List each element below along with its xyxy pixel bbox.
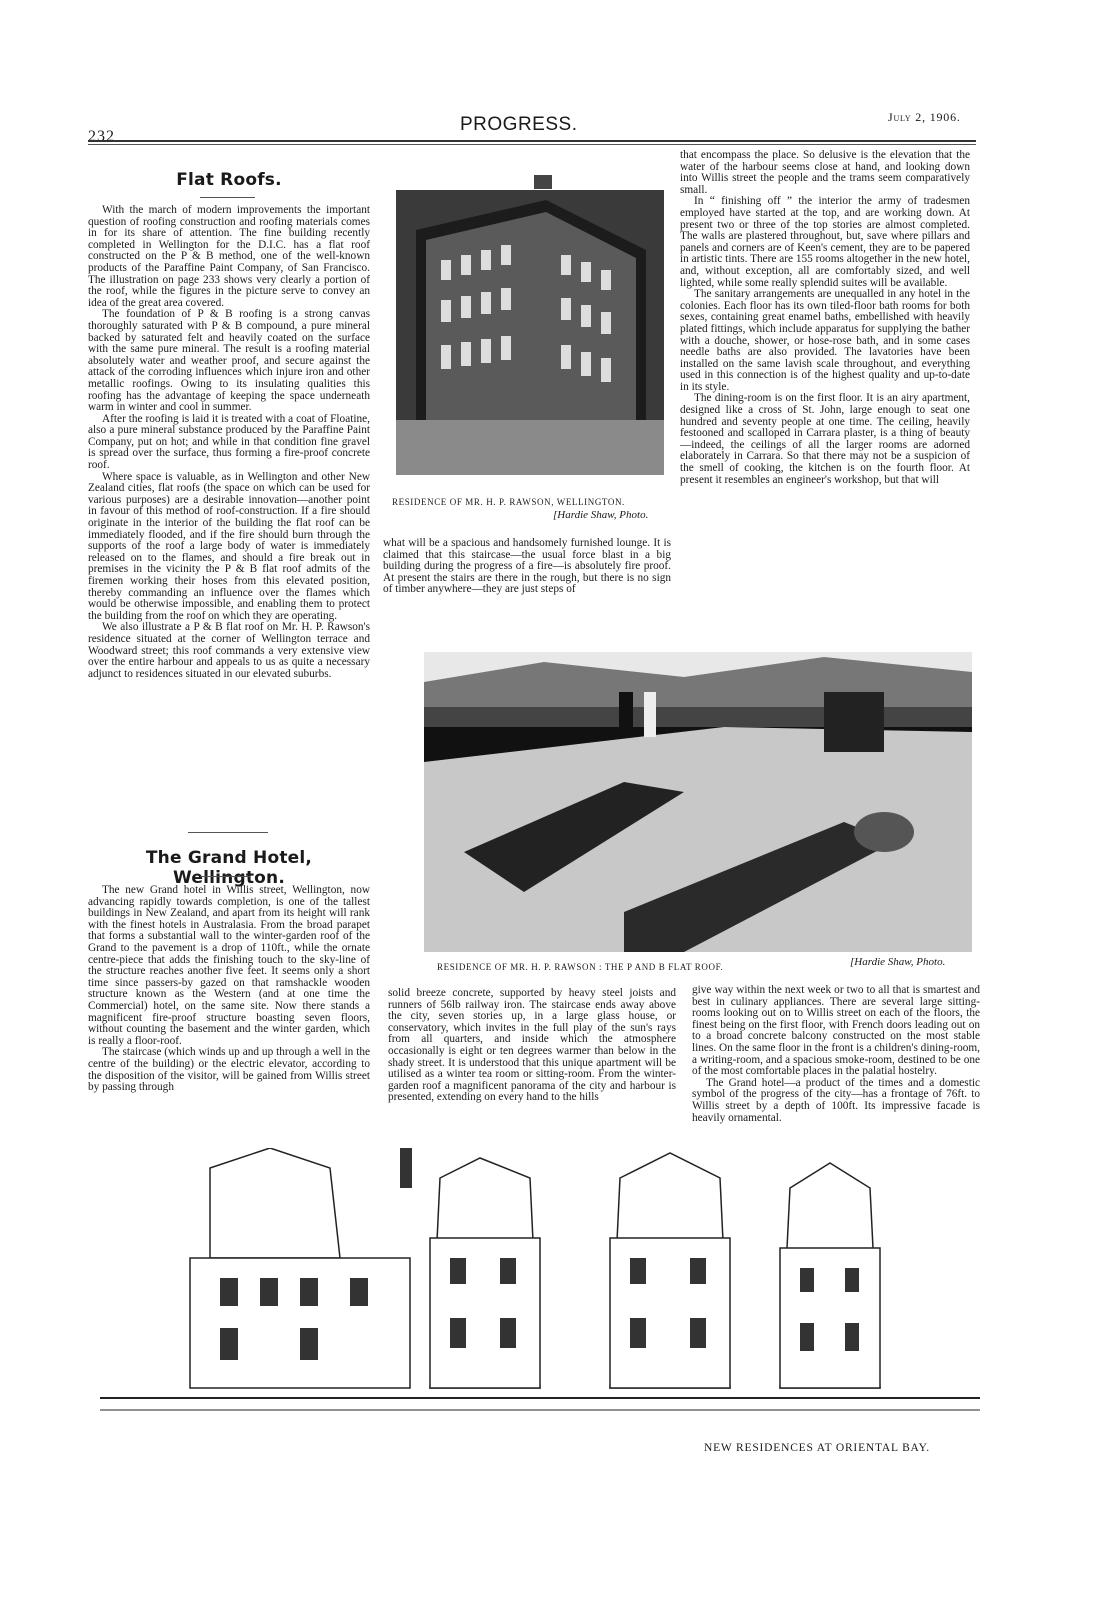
grand-hotel-col1 <box>88 885 370 1094</box>
section-divider <box>188 832 268 833</box>
header-rule-thin <box>88 144 976 145</box>
paragraph: Where space is valuable, as in Wellington and other New Zealand cities, flat roofs (the space on which can be used for various purposes) are a desirable innovation—another point in favour of this method of roof-construction. If a fire should originate in the interior of the building the flat roof can be immediately flooded, and if the fire should burn through the supports of the roof a large body of water is immediately released on to the flames, and should a fire break out in premises in the vicinity the P & B flat roof admits of the firemen working their hoses from this elevated position, thereby commanding an influence over the flames which would be otherwise impossible, and enabling them to protect the building from the roof on which they are operating. <box>88 470 370 622</box>
paragraph: The dining-room is on the first floor. It is an airy apartment, designed like a cross of St. John, large enough to seat one hundred and seventy people at one time. The ceiling, heavily festooned and scalloped in Carrara plaster, is a thing of beauty—indeed, the ceilings of all the larger rooms are adorned elaborately in Carrara. So that there may not be a suspicion of the smell of cooking, the kitchen is on the fourth floor. At present it resembles an engineer's workshop, but that will <box>680 392 970 486</box>
grand-hotel-col2-bottom <box>388 988 676 1104</box>
paragraph: With the march of modern improvements the important question of roofing construction and roofing materials comes in for its share of attention. The fine building recently completed in Wellington for the D.I.C. has a flat roof constructed on the P & B method, one of the well-known products of the Paraffine Paint Company, of San Francisco. The illustration on page 233 shows very clearly a portion of the roof, while the figures in the picture serve to convey an idea of the great area covered. <box>88 204 370 309</box>
photo1-caption: RESIDENCE OF MR. H. P. RAWSON, WELLINGTON. <box>392 497 625 507</box>
residences-drawing <box>100 1148 980 1438</box>
title-ornament <box>200 197 255 198</box>
paragraph: solid breeze concrete, supported by heavy steel joists and runners of 56lb railway iron. The staircase ends away above the city, seven stories up, in a large glass house, or conservatory, which invites in the full play of the sun's rays from all quarters, and inside which the atmosphere occasionally is eight or ten degrees warmer than below in the shady street. It is understood that this unique apartment will be utilised as a winter tea room or sitting-room. From the winter-garden roof a magnificent panorama of the city and harbour is presented, extending on every hand to the hills <box>388 987 676 1104</box>
grand-hotel-col3-top <box>680 150 970 486</box>
grand-hotel-col2-top <box>383 538 671 596</box>
photo-rawson-residence <box>396 170 664 475</box>
paragraph: The new Grand hotel in Willis street, Wellington, now advancing rapidly towards completion, is one of the tallest buildings in New Zealand, and apart from its height will rank with the finest hotels in Australasia. From the broad parapet that forms a substantial wall to the winter-garden roof of the Grand to the pavement is a drop of 110ft., while the ornate centre-piece that adds the finishing touch to the sky-line of the structure reaches another five feet. It seems only a short time since passers-by gazed on that ramshackle wooden structure known as the Western (and at one time the Commercial) hotel, on the same site. Now there stands a magnificent fire-proof structure boasting seven floors, without counting the basement and the winter garden, which is really a floor-roof. <box>88 884 370 1047</box>
photo2-caption: RESIDENCE OF MR. H. P. RAWSON : THE P AND B FLAT ROOF. <box>437 962 724 972</box>
paragraph: After the roofing is laid it is treated with a coat of Floatine, also a pure mineral substance produced by the Paraffine Paint Company, put on hot; and while in that condition fine gravel is spread over the surface, thus forming a fire-proof concrete roof. <box>88 412 370 472</box>
paragraph: We also illustrate a P & B flat roof on Mr. H. P. Rawson's residence situated at the corner of Wellington terrace and Woodward street; this roof commands a very extensive view over the entire harbour and appeals to us as quite a necessary adjunct to residences situated in our elevated suburbs. <box>88 621 370 680</box>
paragraph: that encompass the place. So delusive is the elevation that the water of the harbour seems close at hand, and looking down into Willis street the people and the trams seem comparatively small. <box>680 149 970 196</box>
header-rule <box>88 140 976 142</box>
grand-hotel-col3-bottom <box>692 985 980 1124</box>
page-number: 232 <box>88 128 115 145</box>
flat-roof-illustration <box>424 652 972 952</box>
photo1-credit: [Hardie Shaw, Photo. <box>553 509 649 521</box>
article-flat-roofs-body <box>88 205 370 680</box>
article-title-grand-hotel: The Grand Hotel, Wellington. <box>145 848 313 888</box>
page-date: July 2, 1906. <box>888 110 961 124</box>
paragraph: give way within the next week or two to all that is smartest and best in culinary appliances. There are several large sitting-rooms looking out on to Willis street on each of the floors, the finest being on the first floor, with French doors leading out on to a broad concrete balcony constructed on the most stable lines. On the same floor in the front is a children's dining-room, a writing-room, and a spacious smoke-room, destined to be one of the most comfortable places in the palatial hostelry. <box>692 984 980 1078</box>
article-title-flat-roofs: Flat Roofs. <box>176 170 282 190</box>
paragraph: The Grand hotel—a product of the times and a domestic symbol of the progress of the city—has a frontage of 76ft. to Willis street by a depth of 100ft. Its impressive facade is heavily ornamental. <box>692 1076 980 1124</box>
page-title: PROGRESS. <box>460 114 578 135</box>
paragraph: what will be a spacious and handsomely furnished lounge. It is claimed that this staircase—the usual force blast in a big building during the progress of a fire—is absolutely fire proof. At present the stairs are there in the rough, but there is no sign of timber anywhere—they are just steps of <box>383 537 671 596</box>
photo2-credit: [Hardie Shaw, Photo. <box>850 956 946 968</box>
paragraph: The foundation of P & B roofing is a strong canvas thoroughly saturated with P & B compound, a pure mineral backed by saturated felt and heavily coated on the surface with the same pure mineral. The result is a roofing material absolutely water and weather proof, and secure against the attack of the corroding influences which injure iron and other metallic roofings. Owing to its insulating qualities this roofing has the advantage of keeping the space underneath warm in winter and cool in summer. <box>88 308 370 414</box>
drawing-oriental-bay <box>100 1148 980 1438</box>
paragraph: The staircase (which winds up and up through a well in the centre of the building) or the electric elevator, according to the disposition of the visitor, will be gained from Willis street by passing through <box>88 1046 370 1094</box>
residence-illustration <box>396 170 664 475</box>
drawing-caption: NEW RESIDENCES AT ORIENTAL BAY. <box>704 1442 930 1454</box>
paragraph: In “ finishing off ” the interior the army of tradesmen employed have started at the top, and are working down. At present two or three of the top stories are almost completed. The walls are plastered throughout, but, save where pillars and panels and corners are of Keen's cement, they are to be papered in artistic tints. There are 155 rooms altogether in the new hotel, and, without exception, all are comfortably sized, and well lighted, while some really splendid suites will be available. <box>680 195 970 289</box>
title-ornament <box>200 876 250 877</box>
paragraph: The sanitary arrangements are unequalled in any hotel in the colonies. Each floor has its own tiled-floor bath rooms for both sexes, containing great enamel baths, embellished with heavily plated fittings, which include apparatus for supplying the bather with a douche, shower, or hose-rose bath, and in some cases needle baths are also provided. The lavatories have been installed on the same lavish scale throughout, and everything used in this connection is of the highest quality and up-to-date in its style. <box>680 288 970 393</box>
photo-flat-roof <box>424 652 972 952</box>
